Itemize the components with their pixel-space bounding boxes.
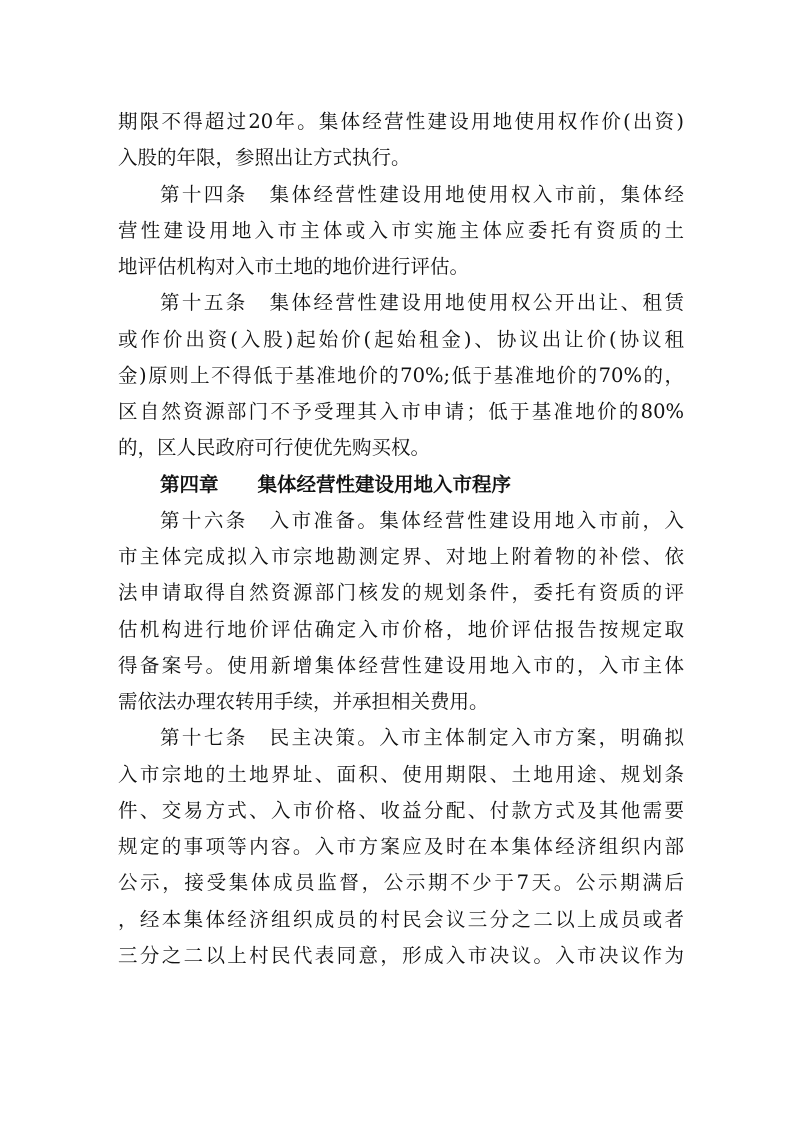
text-line: 公示，接受集体成员监督，公示期不少于7天。公示期满后 — [118, 871, 684, 895]
text-line: 营性建设用地入市主体或入市实施主体应委托有资质的土 — [118, 218, 684, 242]
article-15-start: 第十五条 集体经营性建设用地使用权公开出让、租赁 — [160, 291, 684, 315]
article-16-start: 第十六条 入市准备。集体经营性建设用地入市前，入 — [160, 508, 684, 532]
text-line: 件、交易方式、入市价格、收益分配、付款方式及其他需要 — [118, 798, 684, 822]
text-line: 金)原则上不得低于基准地价的70%;低于基准地价的70%的， — [118, 363, 684, 387]
text-line: 区自然资源部门不予受理其入市申请；低于基准地价的80% — [118, 400, 684, 423]
text-line: 地评估机构对入市土地的地价进行评估。 — [118, 255, 470, 278]
text-line: 需依法办理农转用手续，并承担相关费用。 — [118, 690, 489, 713]
text-line: ，经本集体经济组织成员的村民会议三分之二以上成员或者 — [118, 907, 684, 931]
text-line: 或作价出资(入股)起始价(起始租金)、协议出让价(协议租 — [118, 327, 684, 351]
text-line: 的，区人民政府可行使优先购买权。 — [118, 436, 431, 460]
text-line: 三分之二以上村民代表同意，形成入市决议。入市决议作为 — [118, 943, 684, 967]
text-line: 估机构进行地价评估确定入市价格，地价评估报告按规定取 — [118, 617, 684, 641]
text-line: 期限不得超过20年。集体经营性建设用地使用权作价(出资) — [118, 110, 684, 133]
text-line: 入股的年限，参照出让方式执行。 — [118, 146, 411, 170]
text-line: 入市宗地的土地界址、面积、使用期限、土地用途、规划条 — [118, 762, 684, 786]
article-14-start: 第十四条 集体经营性建设用地使用权入市前，集体经 — [160, 182, 684, 206]
chapter-heading: 第四章 集体经营性建设用地入市程序 — [160, 472, 512, 496]
text-line: 规定的事项等内容。入市方案应及时在本集体经济组织内部 — [118, 835, 684, 858]
text-line: 法申请取得自然资源部门核发的规划条件，委托有资质的评 — [118, 581, 684, 605]
article-17-start: 第十七条 民主决策。入市主体制定入市方案，明确拟 — [160, 726, 684, 750]
text-line: 得备案号。使用新增集体经营性建设用地入市的，入市主体 — [118, 653, 684, 677]
document-body — [118, 104, 684, 974]
text-line: 市主体完成拟入市宗地勘测定界、对地上附着物的补偿、依 — [118, 545, 684, 568]
